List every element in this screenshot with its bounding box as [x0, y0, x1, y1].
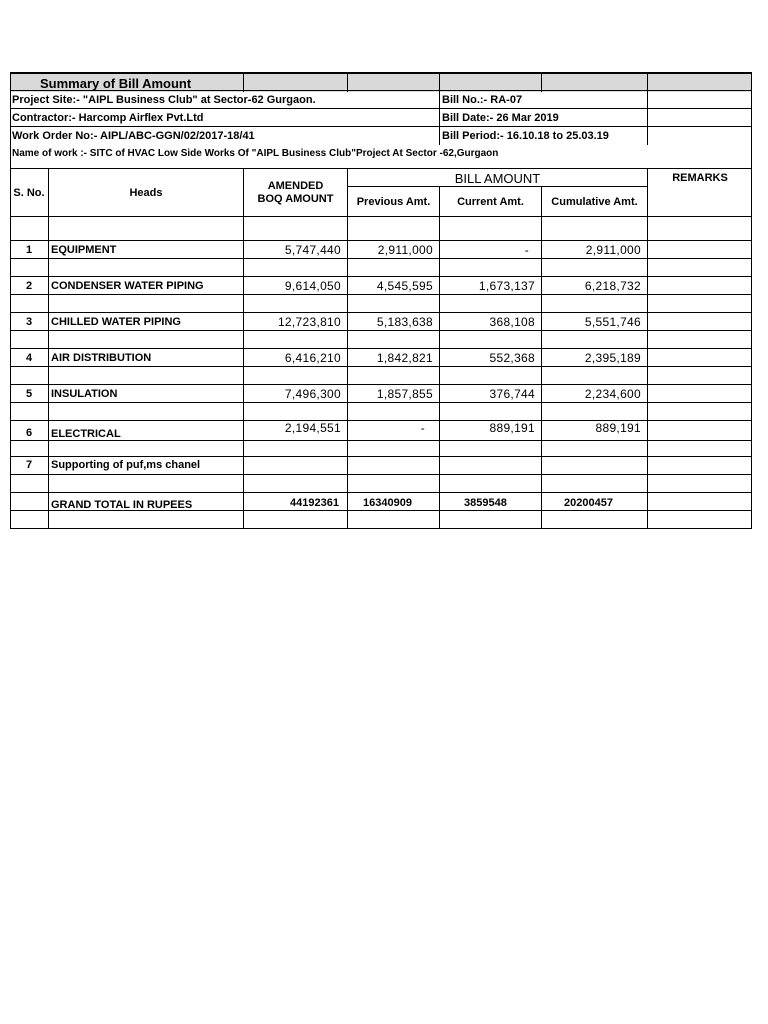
table-header — [10, 168, 752, 217]
blank-row — [10, 216, 752, 241]
spacer-row — [10, 366, 752, 385]
work-order-row — [10, 126, 752, 145]
contractor-row — [10, 108, 752, 127]
header-remarks: REMARKS — [647, 169, 752, 217]
header-previous: Previous Amt. — [347, 187, 439, 217]
spacer-row — [10, 258, 752, 277]
spacer-row — [10, 474, 752, 493]
spacer-row — [10, 294, 752, 313]
name-of-work: Name of work :- SITC of HVAC Low Side Works Of "AIPL Business Club"Project At Sector -62,Gurgaon — [12, 147, 499, 159]
title-row — [10, 72, 752, 92]
spacer-row — [10, 440, 752, 457]
bill-date: Bill Date:- 26 Mar 2019 — [439, 109, 647, 127]
table-row: 1 EQUIPMENT 5,747,440 2,911,000 - 2,911,000 — [10, 240, 752, 259]
grand-total-current: 3859548 — [439, 493, 541, 511]
grand-total-row — [10, 492, 752, 511]
bill-no: Bill No.:- RA-07 — [439, 91, 647, 109]
header-amended-boq: AMENDED BOQ AMOUNT — [243, 169, 347, 217]
name-of-work-row — [10, 144, 752, 160]
spacer-row — [10, 330, 752, 349]
header-current: Current Amt. — [439, 187, 541, 217]
table-row: 5 INSULATION 7,496,300 1,857,855 376,744 2,234,600 — [10, 384, 752, 403]
grand-total-label: GRAND TOTAL IN RUPEES — [48, 493, 243, 511]
table-row: 6 ELECTRICAL 2,194,551 - 889,191 889,191 — [10, 420, 752, 441]
grand-total-amended: 44192361 — [243, 493, 347, 511]
bill-summary-sheet — [10, 72, 752, 528]
spacer-row — [10, 510, 752, 529]
spacer-row — [10, 402, 752, 421]
project-site: Project Site:- "AIPL Business Club" at Sector-62 Gurgaon. — [12, 94, 316, 106]
grand-total-previous: 16340909 — [347, 493, 439, 511]
sheet-title: Summary of Bill Amount — [10, 74, 243, 92]
header-cumulative: Cumulative Amt. — [541, 187, 647, 217]
bill-period: Bill Period:- 16.10.18 to 25.03.19 — [439, 127, 647, 145]
work-order: Work Order No:- AIPL/ABC-GGN/02/2017-18/41 — [12, 130, 255, 142]
header-bill-amount: BILL AMOUNT — [347, 169, 647, 187]
contractor: Contractor:- Harcomp Airflex Pvt.Ltd — [12, 112, 204, 124]
project-site-row — [10, 90, 752, 109]
grand-total-cumulative: 20200457 — [541, 493, 647, 511]
table-row: 3 CHILLED WATER PIPING 12,723,810 5,183,638 368,108 5,551,746 — [10, 312, 752, 331]
header-sno: S. No. — [13, 187, 45, 199]
table-row: 7 Supporting of puf,ms chanel — [10, 456, 752, 475]
header-heads: Heads — [48, 169, 243, 217]
table-row: 2 CONDENSER WATER PIPING 9,614,050 4,545,595 1,673,137 6,218,732 — [10, 276, 752, 295]
table-row: 4 AIR DISTRIBUTION 6,416,210 1,842,821 552,368 2,395,189 — [10, 348, 752, 367]
